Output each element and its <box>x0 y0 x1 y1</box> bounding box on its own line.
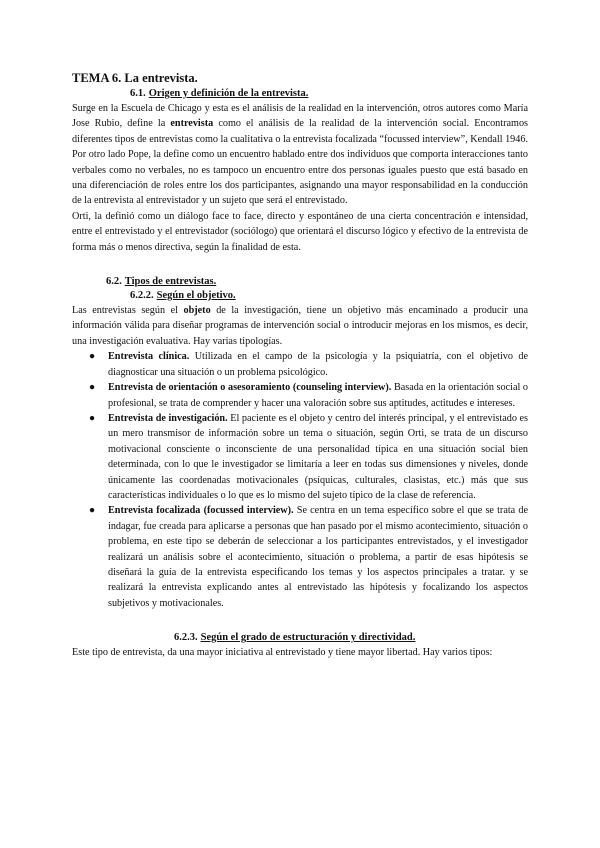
paragraph-text: Las entrevistas según el <box>72 305 184 317</box>
bullet-icon: ● <box>89 382 96 394</box>
section-number: 6.2.3. <box>174 632 198 644</box>
paragraph-objeto <box>72 303 528 349</box>
section-heading-6-2-2 <box>130 289 528 303</box>
section-heading-6-2 <box>106 275 528 289</box>
document-page <box>72 70 528 661</box>
section-number: 6.2. <box>106 276 122 288</box>
section-label: Tipos de entrevistas. <box>124 276 217 288</box>
paragraph-text: de la investigación, tiene un objetivo más encaminado a producir una información válida para diseñar programas de intervención social o introducir mejoras en los mismos, es decir, una investigación evaluativa. Hay varias tipologías. <box>72 305 529 347</box>
section-label: Según el grado de estructuración y directividad. <box>200 632 416 644</box>
list-item <box>72 380 528 411</box>
bold-term: objeto <box>183 305 211 317</box>
paragraph-text: Surge en la Escuela de Chicago y esta es el análisis de la realidad en la intervención, otros autores como María Jose Rubio, define la <box>72 103 528 130</box>
paragraph-text: como el análisis de la realidad de la intervención social. Encontramos diferentes tipos de entrevistas como la cualitativa o la entrevista focalizada “focussed interview”, Kendall 1946. <box>72 118 529 145</box>
interview-types-list <box>72 349 528 611</box>
list-item <box>72 503 528 611</box>
bold-term: Entrevista de investigación. <box>108 412 228 424</box>
bold-term: Entrevista focalizada (focussed interview). <box>108 505 294 517</box>
bullet-icon: ● <box>89 351 96 363</box>
paragraph-pope: Por otro lado Pope, la define como un encuentro hablado entre dos individuos que comporta interacciones tanto verbales como no verbales, no es tampoco un encuentro entre dos personas iguales puesto que está basado en una diferenciación de roles entre los dos participantes, asignando una mayor responsabilidad en la conducción de la entrevista al entrevistador y un sujeto que será el entrevistado. <box>72 149 528 207</box>
list-item <box>72 349 528 380</box>
section-heading-6-2-3 <box>174 631 528 645</box>
paragraph-estructuracion: Este tipo de entrevista, da una mayor iniciativa al entrevistado y tiene mayor libertad. Hay varios tipos: <box>72 647 493 659</box>
section-number: 6.2.2. <box>130 290 154 302</box>
list-item <box>72 411 528 503</box>
bold-term: Entrevista de orientación o asesoramiento (counseling interview). <box>108 382 392 394</box>
list-item-text: Utilizada en el campo de la psicología y la psiquiatría, con el objetivo de diagnosticar una situación o un problema psicológico. <box>108 351 528 378</box>
list-item-text: Basada en la orientación social o profesional, se trata de comprender y hacer una valoración sobre sus aptitudes, actitudes e intereses. <box>108 382 528 409</box>
bullet-icon: ● <box>89 505 96 517</box>
list-item-text: Se centra en un tema específico sobre el que se trata de indagar, fue creada para aplicarse a personas que han pasado por el mismo acontecimiento, situación o problema, en este tipo se deberán de seleccionar a los participantes entrevistados, y el investigador realizará un análisis sobre el acontecimiento, situación o problema, a partir de esas hipótesis se diseñará la guía de la entrevista especificando los temas y los aspectos principales a tratar. y se realizará la entrevista explicando antes al entrevistado las hipótesis y focalizando los aspectos subjetivos y motivacionales. <box>108 505 528 609</box>
bold-term: Entrevista clínica. <box>108 351 190 363</box>
section-label: Origen y definición de la entrevista. <box>148 88 309 99</box>
section-label: Según el objetivo. <box>156 290 236 302</box>
section-number: 6.1. <box>130 88 146 99</box>
paragraph-orti: Orti, la definió como un diálogo face to face, directo y espontáneo de una cierta concentración e intensidad, entre el entrevistado y el entrevistador (sociólogo) que orientará el discurso lógico y efectivo de la entrevista de forma más o menos directiva, según la finalidad de esta. <box>72 210 528 253</box>
paragraph-chicago <box>72 101 528 147</box>
section-heading-6-1 <box>130 87 528 101</box>
page-title: TEMA 6. La entrevista. <box>72 71 198 85</box>
bold-term: entrevista <box>170 118 214 130</box>
bullet-icon: ● <box>89 412 96 424</box>
list-item-text: El paciente es el objeto y centro del interés principal, y el entrevistado es un mero transmisor de información sobre un tema o situación, según Orti, se trata de un discurso motivacional consciente o inconsciente de una personalidad típica en una situación social bien determinada, con lo que le investigador se limitaría a leer en todas sus dimensiones y niveles, donde únicamente las coordenadas motivacionales (psíquicas, culturales, clasistas, etc.) más que sus características individuales o lo que es lo mismo del sujeto típico de la clase de referencia. <box>108 412 529 501</box>
